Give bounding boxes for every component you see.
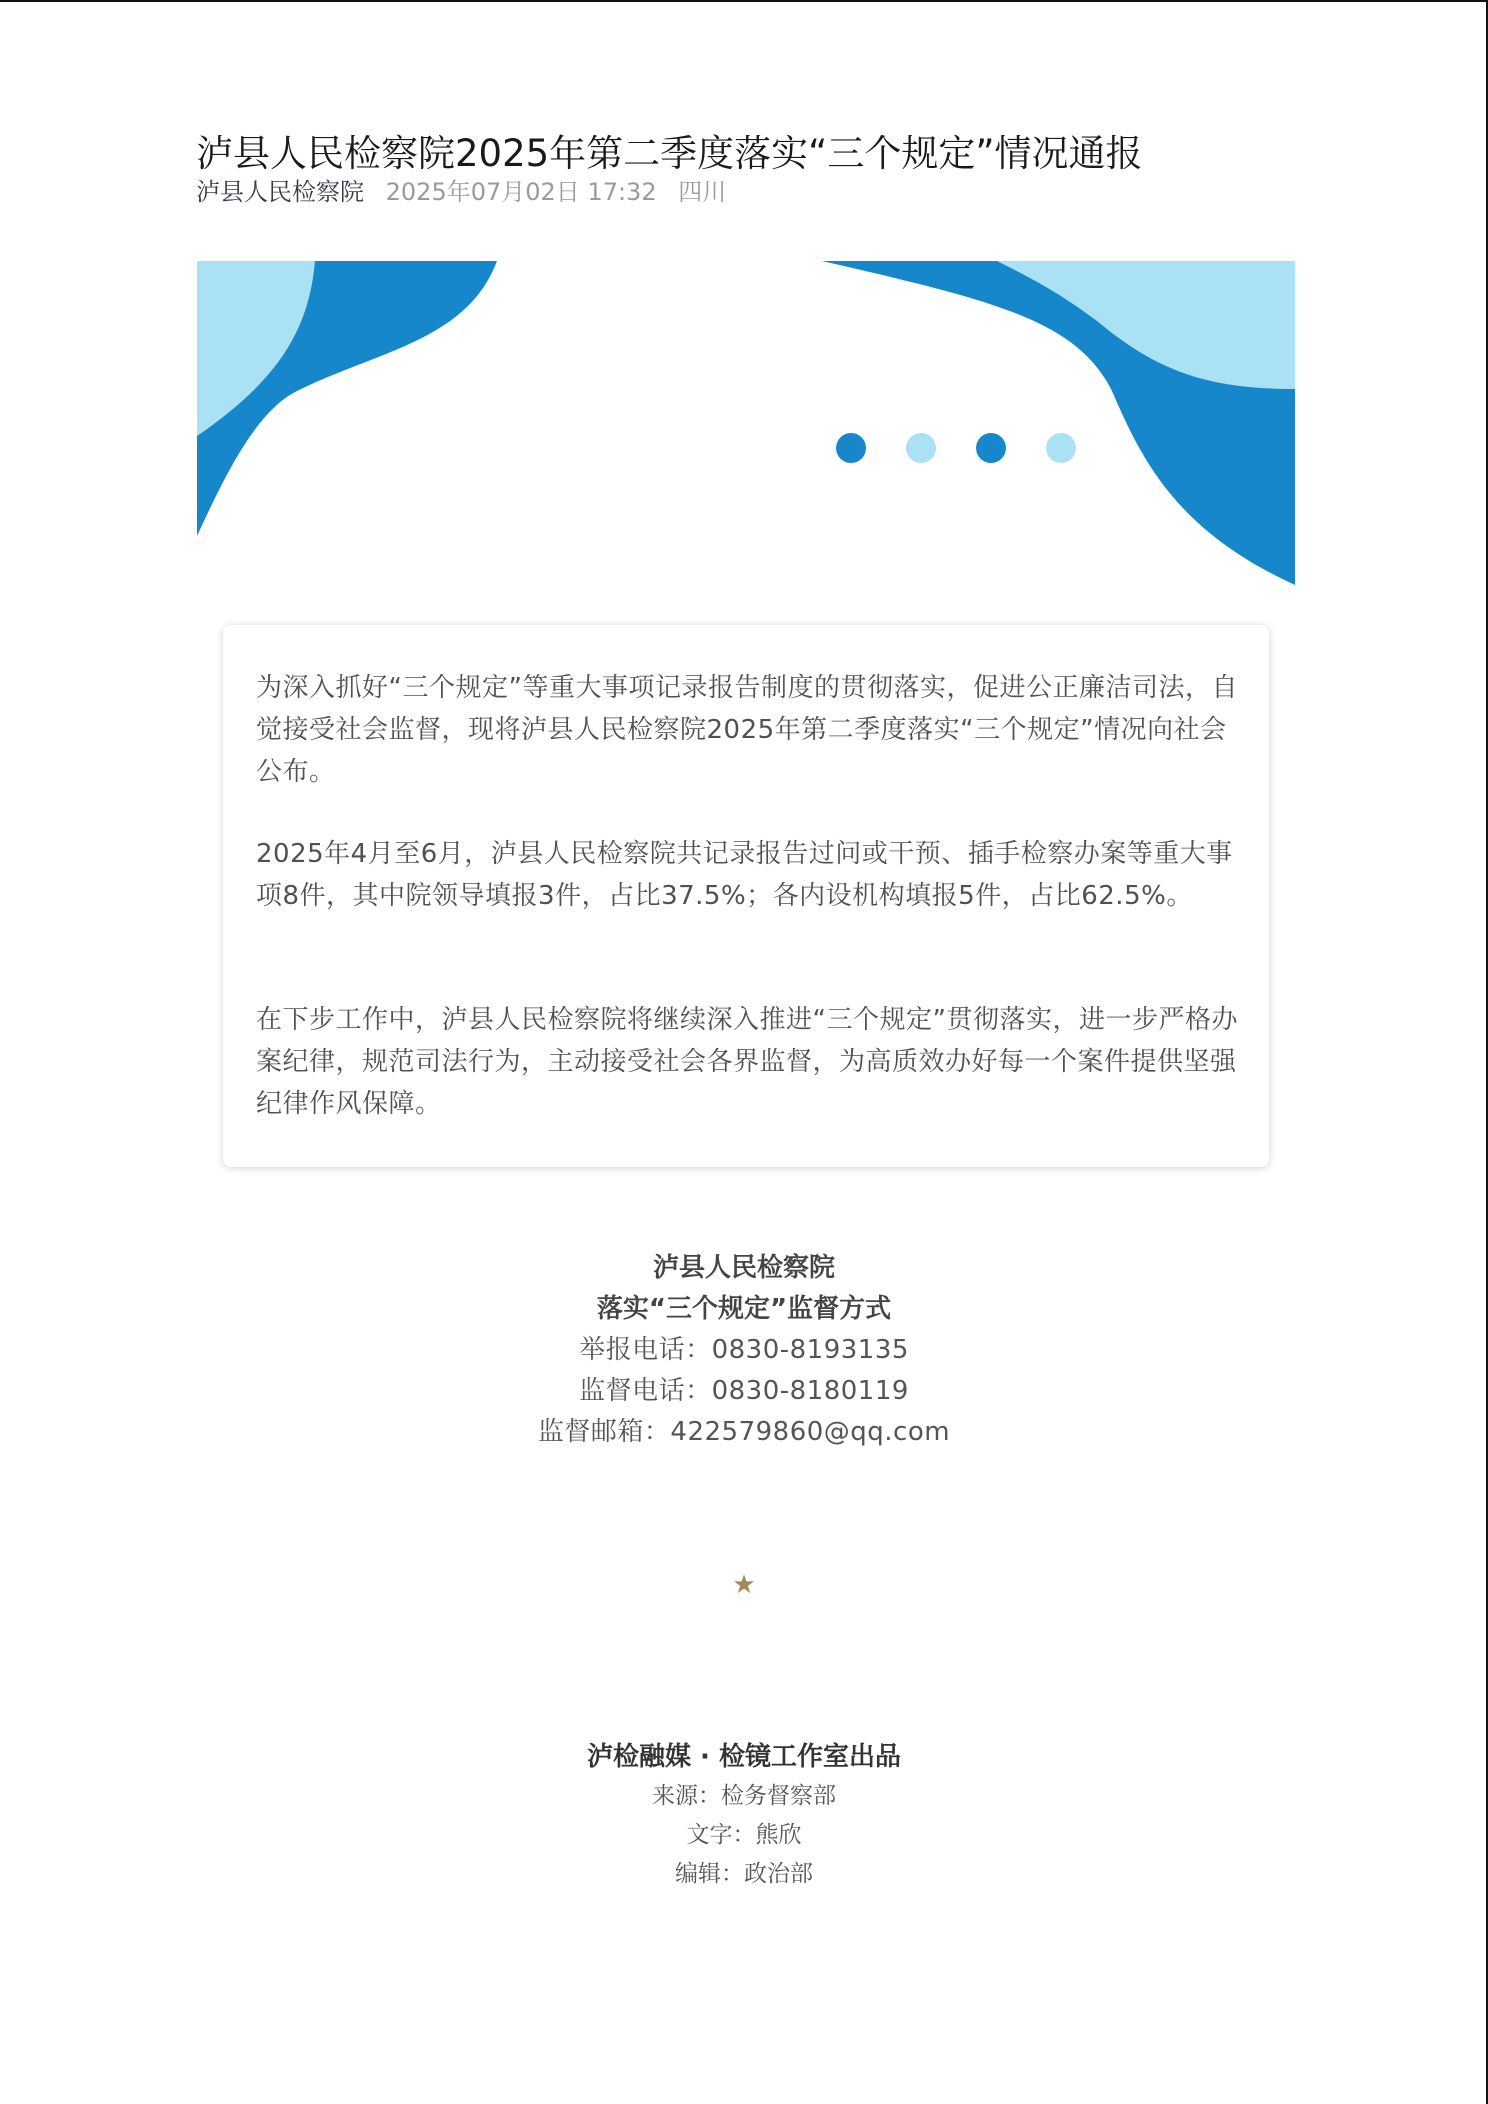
header-banner-image — [197, 261, 1295, 585]
paragraph-next-steps: 在下步工作中，泸县人民检察院将继续深入推进“三个规定”贯彻落实，进一步严格办案纪律，规范司法行为，主动接受社会各界监督，为高质效办好每一个案件提供坚强纪律作风保障。 — [256, 1005, 1238, 1119]
source-line: 来源：检务督察部 — [652, 1783, 836, 1809]
banner-graphic — [197, 261, 1295, 585]
page-edge-top — [0, 0, 1488, 2]
star-icon: ★ — [732, 1570, 756, 1600]
paragraph-statistics: 2025年4月至6月，泸县人民检察院共记录报告过问或干预、插手检察办案等重大事项8件，其中院领导填报3件，占比37.5%；各内设机构填报5件，占比62.5%。 — [256, 839, 1233, 911]
paragraph-intro: 为深入抓好“三个规定”等重大事项记录报告制度的贯彻落实，促进公正廉洁司法，自觉接受社会监督，现将泸县人民检察院2025年第二季度落实“三个规定”情况向社会公布。 — [256, 673, 1238, 787]
writer-line: 文字：熊欣 — [686, 1822, 802, 1848]
supervise-phone: 监督电话：0830-8180119 — [579, 1376, 909, 1406]
supervise-email: 监督邮箱：422579860@qq.com — [537, 1417, 951, 1447]
contact-org-name: 泸县人民检察院 — [652, 1253, 835, 1283]
report-card — [223, 625, 1269, 1167]
editor-line: 编辑：政治部 — [675, 1861, 813, 1887]
author-link[interactable]: 泸县人民检察院 — [196, 178, 364, 206]
credits — [0, 1737, 1488, 1894]
article-title: 泸县人民检察院2025年第二季度落实“三个规定”情况通报 — [196, 131, 1143, 175]
producer-line: 泸检融媒 · 检镜工作室出品 — [587, 1742, 901, 1772]
banner-dot-4 — [1046, 433, 1076, 463]
article-meta — [196, 174, 726, 210]
banner-dot-2 — [906, 433, 936, 463]
banner-dot-1 — [836, 433, 866, 463]
report-phone: 举报电话：0830-8193135 — [579, 1335, 909, 1365]
banner-dot-3 — [976, 433, 1006, 463]
publish-location: 四川 — [678, 178, 727, 206]
publish-time: 2025年07月02日 17:32 — [385, 178, 657, 206]
contact-org — [0, 1248, 1488, 1453]
contact-heading: 落实“三个规定”监督方式 — [596, 1294, 892, 1324]
